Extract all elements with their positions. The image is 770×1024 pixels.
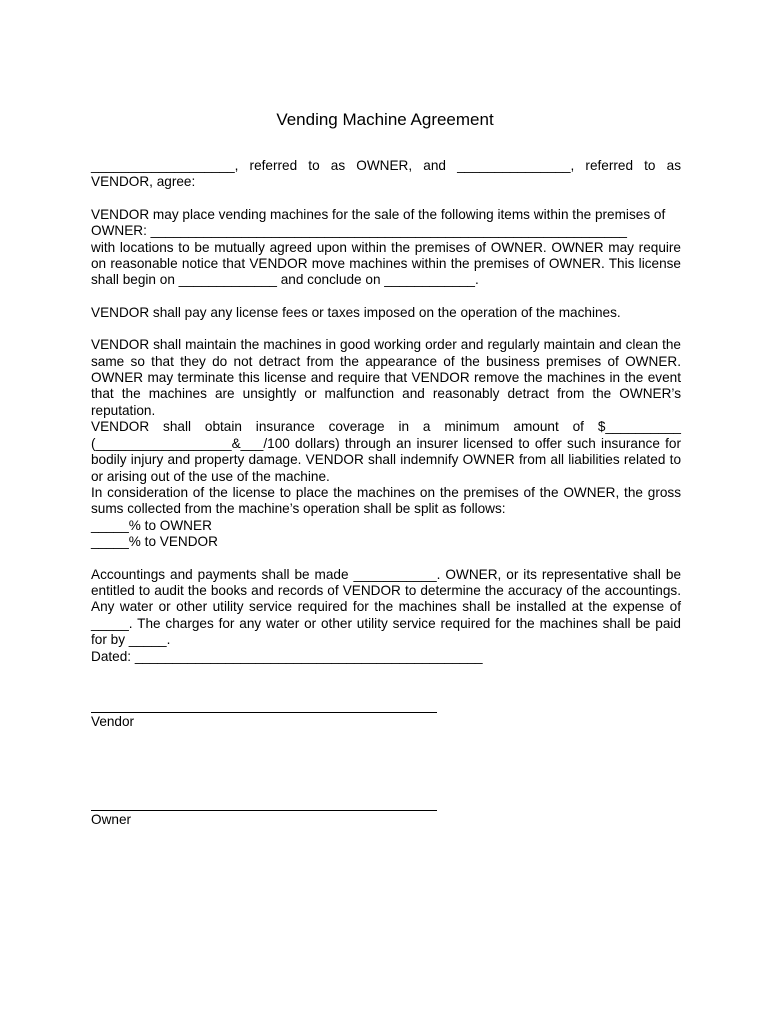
owner-signature-label: Owner bbox=[91, 812, 132, 827]
premises-paragraph-body: with locations to be mutually agreed upon within the premises of OWNER. OWNER may require on reasonable notice that VENDOR move machines within the premises of OWNER. This license shall begin on _____________ and conclude on ____________. bbox=[91, 239, 681, 288]
split-owner-line: _____% to OWNER bbox=[91, 517, 212, 533]
maintenance-paragraph: VENDOR shall maintain the machines in good working order and regularly maintain and clean the same so that they do not detract from the appearance of the business premises of OWNER. OWNER may terminate this license and require that VENDOR remove the machines in the event that the machines are unsightly or malfunction and reasonably detract from the OWNER’s reputation. bbox=[91, 337, 681, 418]
dated-line: Dated: ______________________________________________ bbox=[91, 648, 483, 664]
premises-paragraph-line1: VENDOR may place vending machines for the sale of the following items within the premises of bbox=[91, 206, 666, 222]
document-body bbox=[91, 158, 681, 665]
fees-paragraph: VENDOR shall pay any license fees or taxes imposed on the operation of the machines. bbox=[91, 304, 621, 320]
premises-items-blank: OWNER: _______________________________________________________________ bbox=[91, 223, 627, 239]
vendor-signature-label: Vendor bbox=[91, 714, 135, 729]
split-vendor-line: _____% to VENDOR bbox=[91, 534, 218, 550]
parties-paragraph-line1: ___________________, referred to as OWNER, and _______________, referred to as bbox=[91, 158, 681, 173]
insurance-paragraph: VENDOR shall obtain insurance coverage in a minimum amount of $__________ (__________________&___/100 dollars) through an insurer licensed to offer such insurance for bodily injury and property damage. VENDOR shall indemnify OWNER from all liabilities related to or arising out of the use of the machine. bbox=[91, 419, 681, 484]
accountings-paragraph: Accountings and payments shall be made ___________. OWNER, or its representative shall be entitled to audit the books and records of VENDOR to determine the accuracy of the accountings. Any water or other utility service required for the machines shall be installed at the expense of _____. The charges for any water or other utility service required for the machines shall be paid for by _____. bbox=[91, 566, 681, 648]
consideration-paragraph: In consideration of the license to place the machines on the premises of the OWNER, the gross sums collected from the machine’s operation shall be split as follows: bbox=[91, 484, 681, 517]
vendor-signature-line bbox=[91, 712, 437, 713]
parties-paragraph-line2: VENDOR, agree: bbox=[91, 174, 196, 190]
owner-signature-line bbox=[91, 810, 437, 811]
document-title: Vending Machine Agreement bbox=[276, 110, 494, 129]
